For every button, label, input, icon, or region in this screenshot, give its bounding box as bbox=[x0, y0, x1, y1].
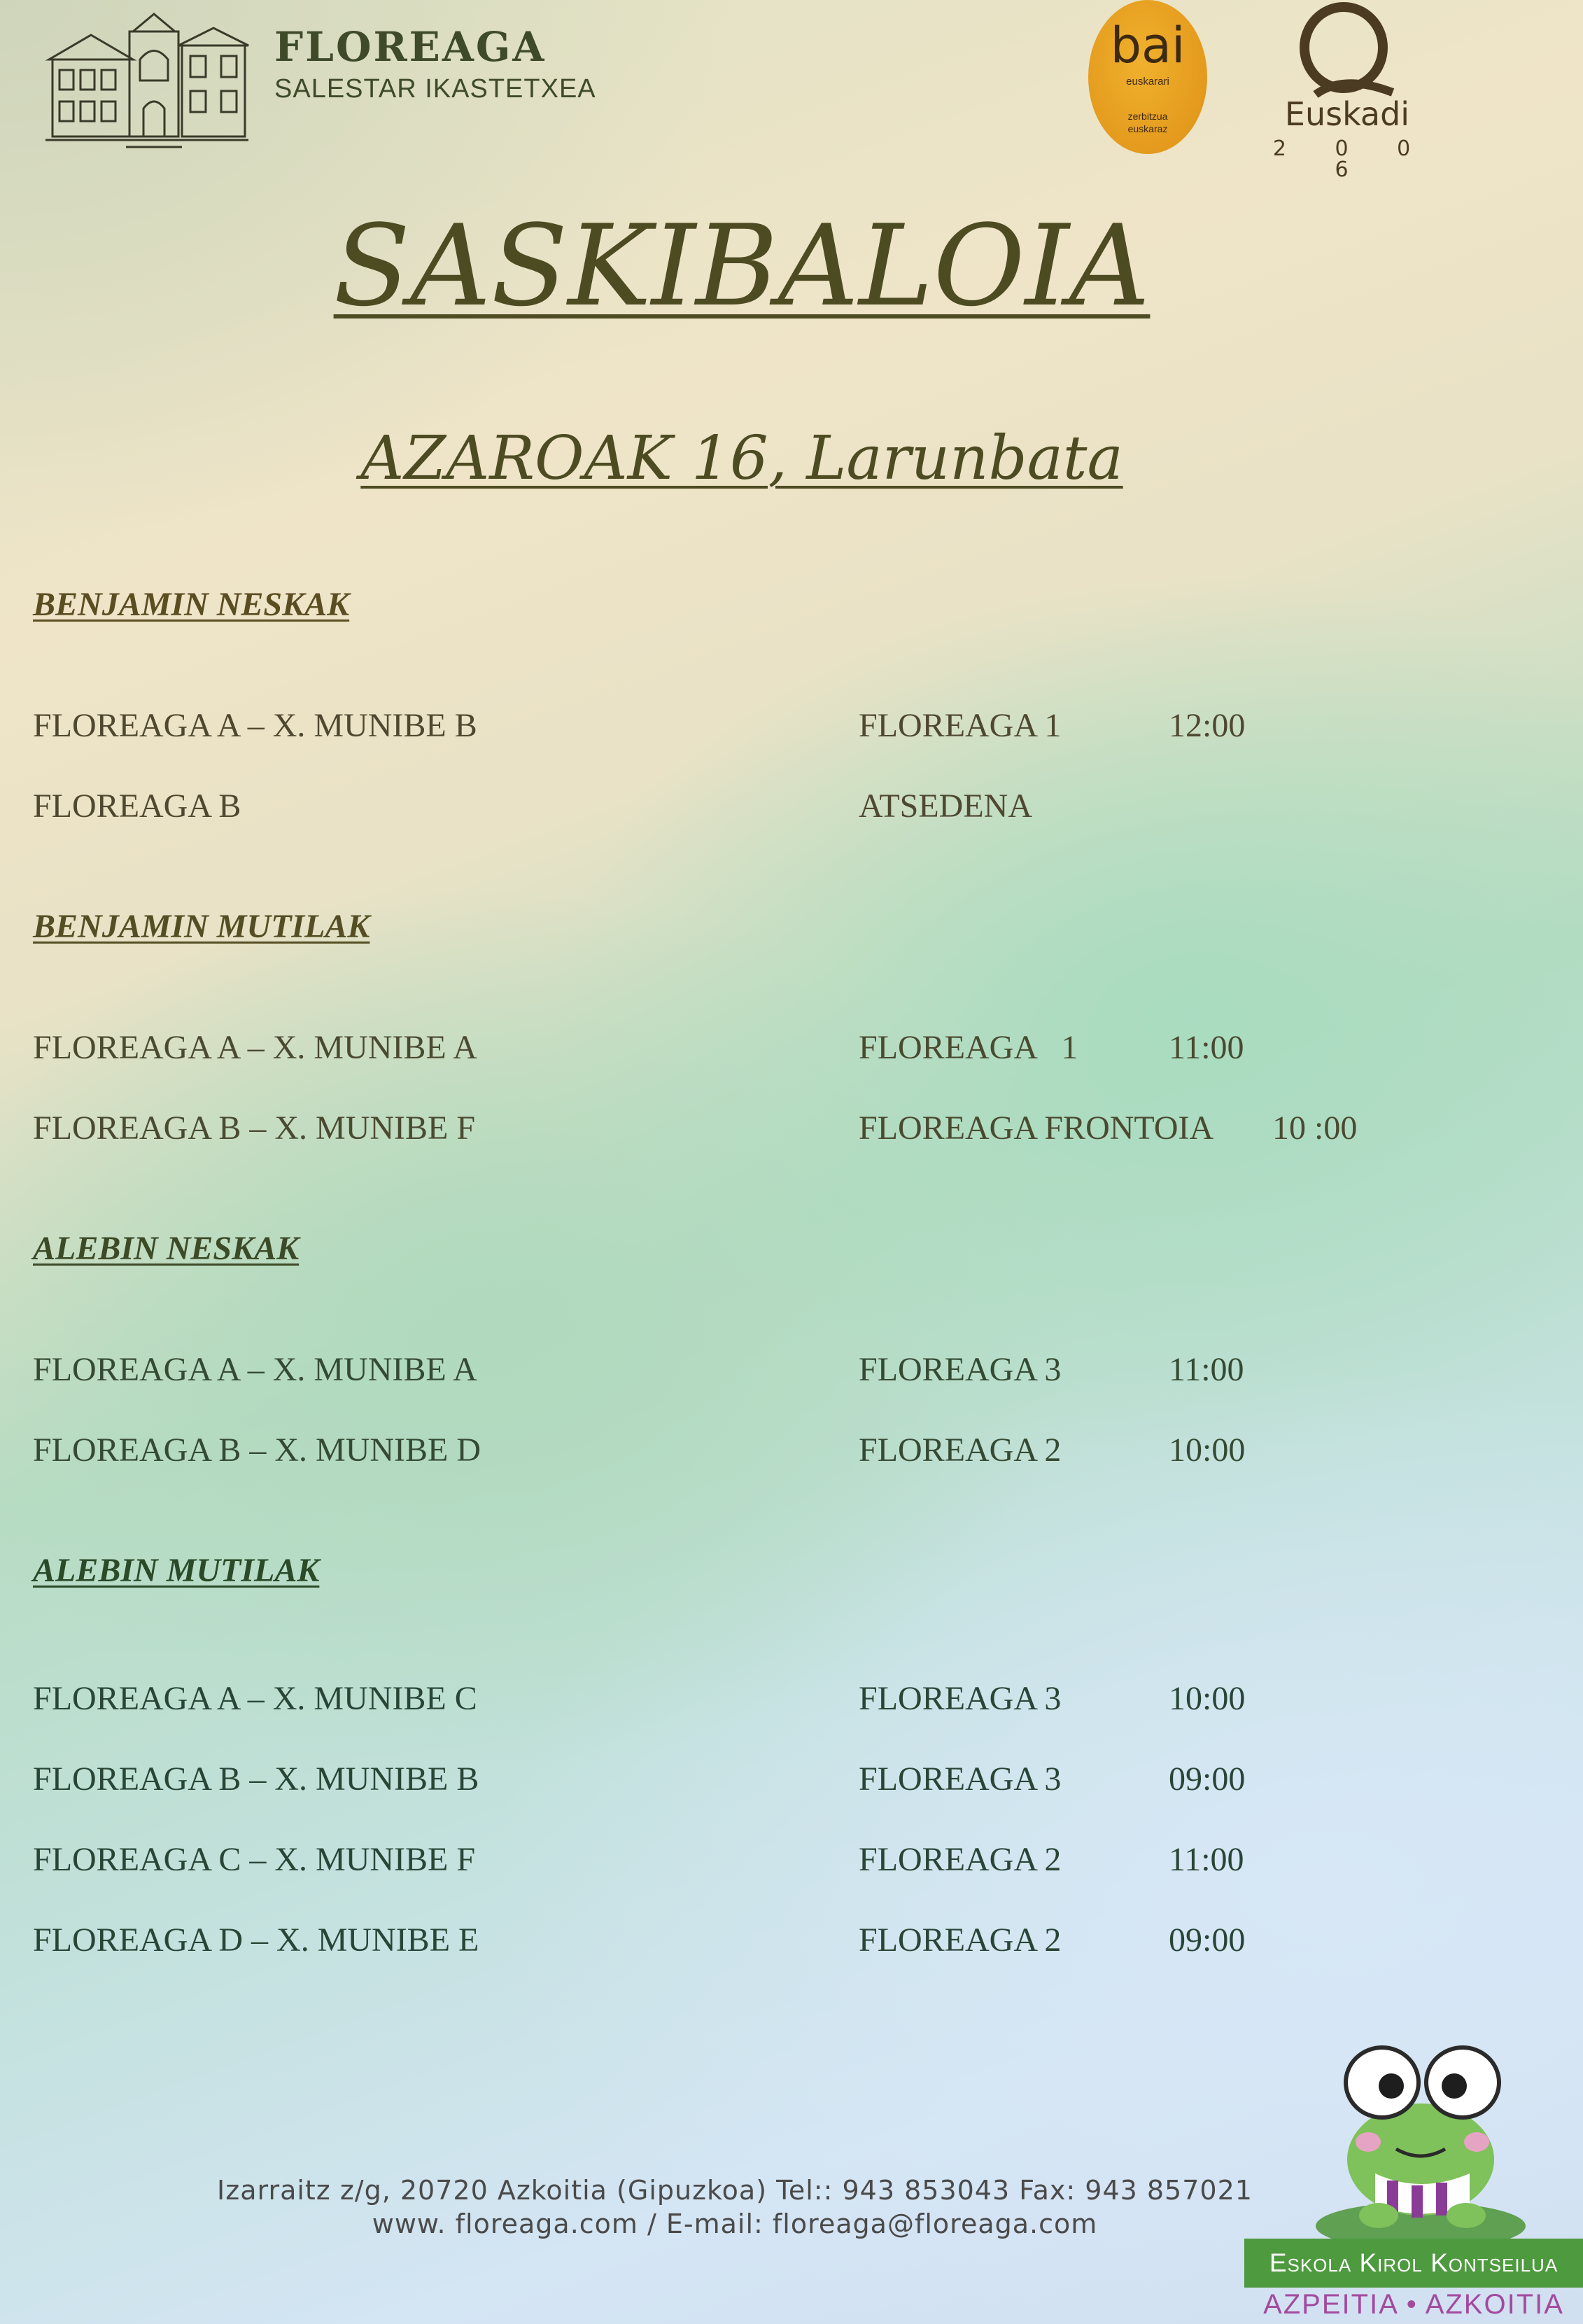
match-teams: FLOREAGA A – X. MUNIBE A bbox=[33, 1029, 477, 1066]
bai-badge-line1: zerbitzua bbox=[1127, 111, 1168, 122]
bai-badge-main: bai bbox=[1110, 17, 1186, 74]
bai-badge-small: euskarari bbox=[1126, 76, 1169, 88]
event-date: AZAROAK 16, Larunbata bbox=[360, 424, 1123, 493]
match-venue: ATSEDENA bbox=[859, 788, 1032, 825]
match-time: 11:00 bbox=[1169, 1029, 1244, 1066]
quality-q-icon bbox=[1288, 0, 1400, 105]
bai-euskarari-badge bbox=[1088, 0, 1207, 154]
frog-mascot-icon bbox=[1302, 2037, 1533, 2254]
match-venue: FLOREAGA 3 bbox=[859, 1351, 1062, 1388]
match-teams: FLOREAGA B – X. MUNIBE B bbox=[33, 1760, 479, 1798]
match-venue: FLOREAGA 1 bbox=[859, 1029, 1078, 1066]
brand-name: FLOREAGA bbox=[274, 23, 547, 71]
brand-subtitle: SALESTAR IKASTETXEA bbox=[274, 74, 596, 104]
match-venue: FLOREAGA 2 bbox=[859, 1841, 1062, 1878]
match-venue: FLOREAGA 3 bbox=[859, 1760, 1062, 1798]
match-teams: FLOREAGA B bbox=[33, 788, 241, 825]
match-time: 11:00 bbox=[1169, 1351, 1244, 1388]
match-teams: FLOREAGA B – X. MUNIBE D bbox=[33, 1432, 481, 1469]
match-venue: FLOREAGA FRONTOIA bbox=[859, 1110, 1214, 1147]
match-venue: FLOREAGA 1 bbox=[859, 707, 1062, 744]
footer-address: Izarraitz z/g, 20720 Azkoitia (Gipuzkoa) Tel:: 943 853043 Fax: 943 857021 bbox=[217, 2175, 1253, 2206]
match-time: 09:00 bbox=[1169, 1921, 1246, 1959]
match-teams: FLOREAGA D – X. MUNIBE E bbox=[33, 1921, 479, 1959]
sports-council-name: Eskola Kirol Kontseilua bbox=[1244, 2239, 1583, 2288]
match-time: 10 :00 bbox=[1272, 1110, 1358, 1147]
quality-logo-name: Euskadi bbox=[1284, 95, 1410, 133]
footer-web-email: www. floreaga.com / E-mail: floreaga@floreaga.com bbox=[372, 2208, 1098, 2239]
match-venue: FLOREAGA 3 bbox=[859, 1680, 1062, 1717]
school-building-logo bbox=[42, 4, 252, 150]
match-teams: FLOREAGA A – X. MUNIBE C bbox=[33, 1680, 477, 1717]
match-time: 09:00 bbox=[1169, 1760, 1246, 1798]
match-time: 12:00 bbox=[1169, 707, 1246, 744]
section-heading: BENJAMIN NESKAK bbox=[33, 586, 350, 623]
match-teams: FLOREAGA C – X. MUNIBE F bbox=[33, 1841, 476, 1878]
match-teams: FLOREAGA B – X. MUNIBE F bbox=[33, 1110, 476, 1147]
bai-badge-line2: euskaraz bbox=[1127, 123, 1168, 134]
match-venue: FLOREAGA 2 bbox=[859, 1921, 1062, 1959]
sports-council-towns: AZPEITIA • AZKOITIA bbox=[1263, 2289, 1564, 2320]
match-venue: FLOREAGA 2 bbox=[859, 1432, 1062, 1469]
match-time: 11:00 bbox=[1169, 1841, 1244, 1878]
page-title: SASKIBALOIA bbox=[333, 200, 1151, 331]
match-teams: FLOREAGA A – X. MUNIBE B bbox=[33, 707, 477, 744]
match-time: 10:00 bbox=[1169, 1432, 1246, 1469]
match-time: 10:00 bbox=[1169, 1680, 1246, 1717]
quality-logo-year: 2 0 0 6 bbox=[1272, 136, 1432, 182]
section-heading: ALEBIN MUTILAK bbox=[33, 1552, 320, 1589]
section-heading: BENJAMIN MUTILAK bbox=[33, 908, 370, 945]
match-teams: FLOREAGA A – X. MUNIBE A bbox=[33, 1351, 477, 1388]
section-heading: ALEBIN NESKAK bbox=[33, 1230, 300, 1267]
